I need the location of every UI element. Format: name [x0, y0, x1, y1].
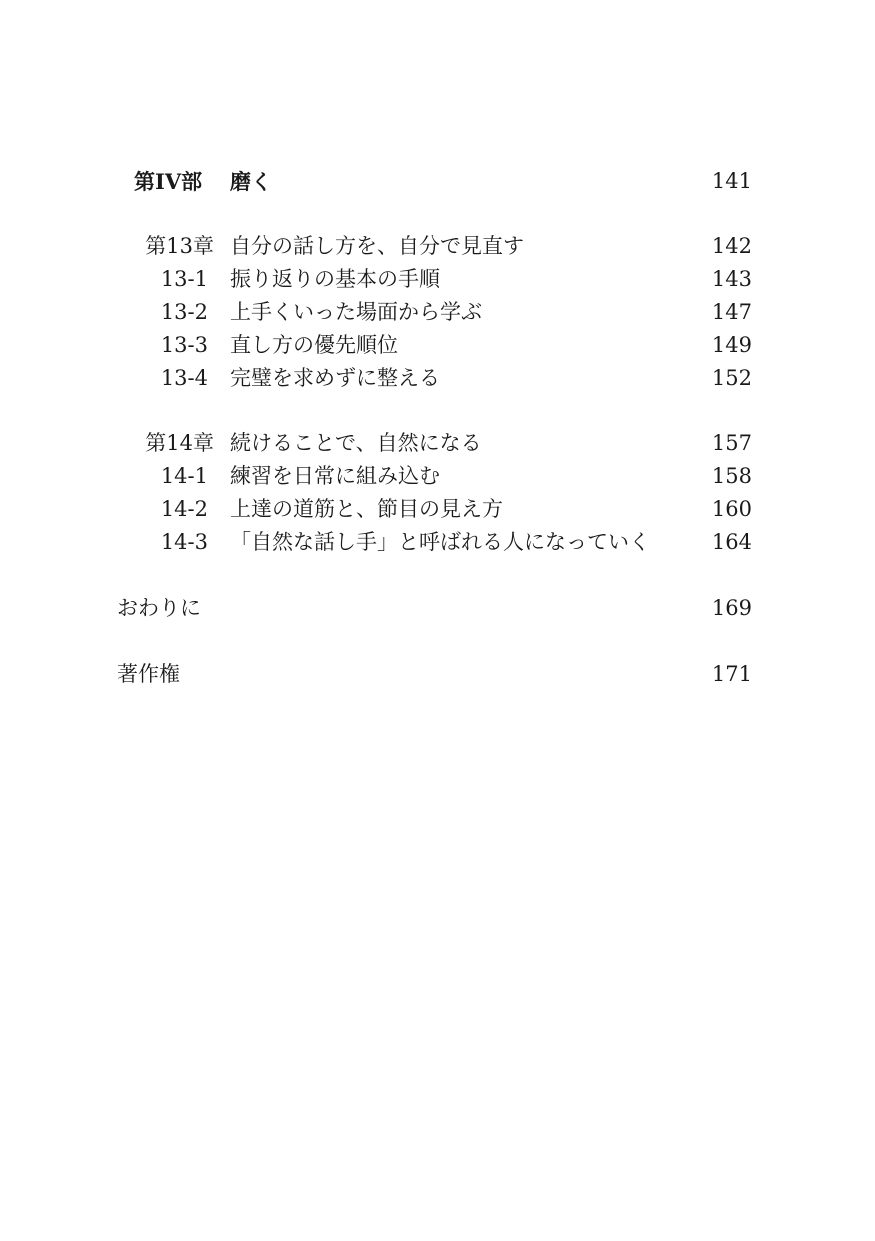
chapter-number: 第14章 [145, 431, 214, 455]
chapter-page-number: 142 [711, 234, 752, 258]
section-page-number: 147 [711, 300, 752, 324]
section-title: 完璧を求めずに整える [230, 366, 440, 390]
toc-part-row[interactable] [0, 165, 875, 198]
part-number: 第IV部 [134, 169, 203, 194]
section-number: 14-3 [160, 530, 208, 554]
section-page-number: 149 [711, 333, 752, 357]
chapter-page-number: 157 [711, 431, 752, 455]
section-page-number: 152 [711, 366, 752, 390]
part-title: 磨く [230, 169, 272, 194]
chapter-number: 第13章 [145, 234, 214, 258]
chapter-title: 自分の話し方を、自分で見直す [230, 234, 524, 258]
toc-section-row[interactable] [0, 460, 875, 493]
section-title: 上達の道筋と、節目の見え方 [230, 497, 503, 521]
section-number: 13-2 [160, 300, 208, 324]
toc-chapter-row[interactable] [0, 230, 875, 263]
section-number: 14-1 [160, 464, 208, 488]
toc-section-row[interactable] [0, 526, 875, 559]
endmatter-page-number: 169 [711, 596, 752, 620]
toc-section-row[interactable] [0, 296, 875, 329]
toc-section-row[interactable] [0, 329, 875, 362]
part-page-number: 141 [711, 169, 752, 193]
section-number: 14-2 [160, 497, 208, 521]
toc-chapter-row[interactable] [0, 427, 875, 460]
endmatter-title: 著作権 [117, 662, 180, 686]
toc-section-row[interactable] [0, 493, 875, 526]
section-number: 13-3 [160, 333, 208, 357]
endmatter-title: おわりに [117, 596, 201, 620]
endmatter-page-number: 171 [711, 662, 752, 686]
chapter-title: 続けることで、自然になる [230, 431, 482, 455]
section-title: 振り返りの基本の手順 [230, 267, 440, 291]
section-page-number: 160 [711, 497, 752, 521]
section-number: 13-1 [160, 267, 208, 291]
section-page-number: 143 [711, 267, 752, 291]
toc-section-row[interactable] [0, 362, 875, 395]
toc-section-row[interactable] [0, 263, 875, 296]
section-title: 練習を日常に組み込む [230, 464, 440, 488]
section-number: 13-4 [160, 366, 208, 390]
section-title: 直し方の優先順位 [230, 333, 398, 357]
section-page-number: 164 [711, 530, 752, 554]
section-title: 「自然な話し手」と呼ばれる人になっていく [230, 530, 650, 554]
section-title: 上手くいった場面から学ぶ [230, 300, 482, 324]
section-page-number: 158 [711, 464, 752, 488]
toc-endmatter-row[interactable] [0, 592, 875, 625]
toc-endmatter-row[interactable] [0, 658, 875, 691]
